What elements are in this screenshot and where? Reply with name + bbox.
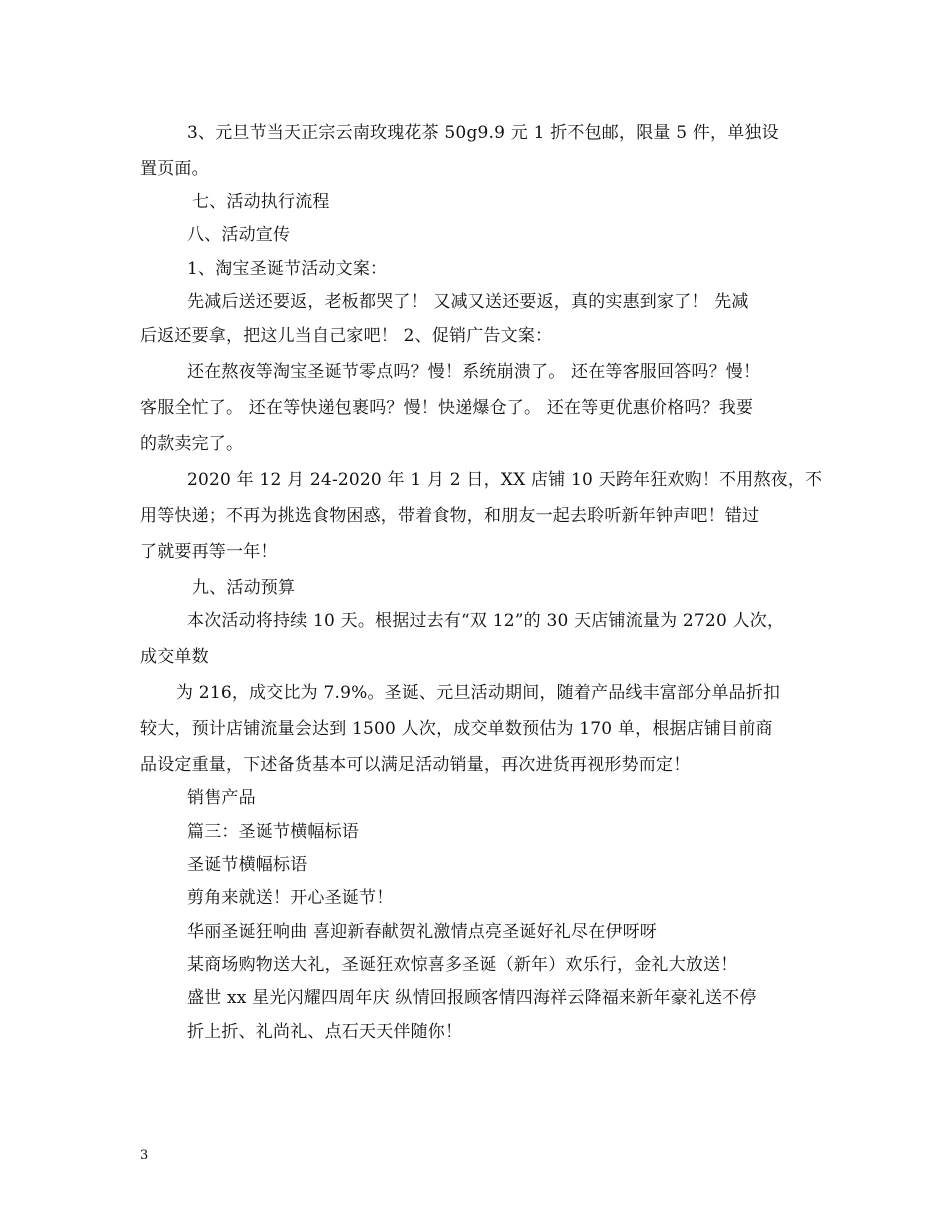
paragraph-line: 置页面。: [140, 159, 209, 179]
paragraph-line: 客服全忙了。 还在等快递包裹吗？慢！快递爆仓了。 还在等更优惠价格吗？我要: [140, 398, 754, 418]
paragraph-line: 销售产品: [187, 788, 256, 808]
section-heading: 七、活动执行流程: [192, 192, 330, 212]
paragraph-line: 较大，预计店铺流量会达到 1500 人次，成交单数预估为 170 单，根据店铺目前商: [140, 719, 773, 739]
slogan-line: 某商场购物送大礼，圣诞狂欢惊喜多圣诞（新年）欢乐行，金礼大放送！: [187, 955, 738, 975]
paragraph-line: 还在熬夜等淘宝圣诞节零点吗？慢！系统崩溃了。 还在等客服回答吗？慢！: [187, 362, 761, 382]
paragraph-line: 了就要再等一年！: [140, 542, 278, 562]
subsection-heading: 1、淘宝圣诞节活动文案：: [187, 259, 388, 279]
paragraph-line: 用等快递；不再为挑选食物困惑，带着食物，和朋友一起去聆听新年钟声吧！错过: [140, 506, 760, 526]
paragraph-line: 先减后送还要返，老板都哭了！ 又减又送还要返，真的实惠到家了！ 先减: [187, 292, 749, 312]
paragraph-line: 成交单数: [140, 647, 209, 667]
paragraph-line: 2020 年 12 月 24-2020 年 1 月 2 日，XX 店铺 10 天跨年狂欢购！不用熬夜，不: [187, 470, 823, 490]
paragraph-line: 的款卖完了。: [140, 434, 244, 454]
section-heading: 篇三：圣诞节横幅标语: [187, 822, 359, 842]
paragraph-line: 后返还要拿，把这儿当自己家吧！ 2、促销广告文案：: [140, 326, 553, 346]
paragraph-line: 本次活动将持续 10 天。根据过去有“双 12”的 30 天店铺流量为 2720 人次，: [187, 611, 785, 631]
page-number: 3: [140, 1148, 149, 1163]
slogan-line: 盛世 xx 星光闪耀四周年庆 纵情回报顾客情四海祥云降福来新年豪礼送不停: [187, 988, 757, 1008]
slogan-line: 华丽圣诞狂响曲 喜迎新春献贺礼激情点亮圣诞好礼尽在伊呀呀: [187, 922, 658, 942]
slogan-line: 折上折、礼尚礼、点石天天伴随你！: [187, 1022, 463, 1042]
paragraph-line: 品设定重量，下述备货基本可以满足活动销量，再次进货再视形势而定！: [140, 755, 691, 775]
paragraph-line: 为 216，成交比为 7.9%。圣诞、元旦活动期间，随着产品线丰富部分单品折扣: [176, 683, 781, 703]
slogan-line: 剪角来就送！开心圣诞节！: [187, 888, 394, 908]
paragraph-line: 3、元旦节当天正宗云南玫瑰花茶 50g9.9 元 1 折不包邮，限量 5 件，单独设: [187, 123, 779, 143]
section-heading: 八、活动宣传: [187, 225, 291, 245]
section-heading: 九、活动预算: [192, 578, 296, 598]
paragraph-line: 圣诞节横幅标语: [187, 855, 308, 875]
